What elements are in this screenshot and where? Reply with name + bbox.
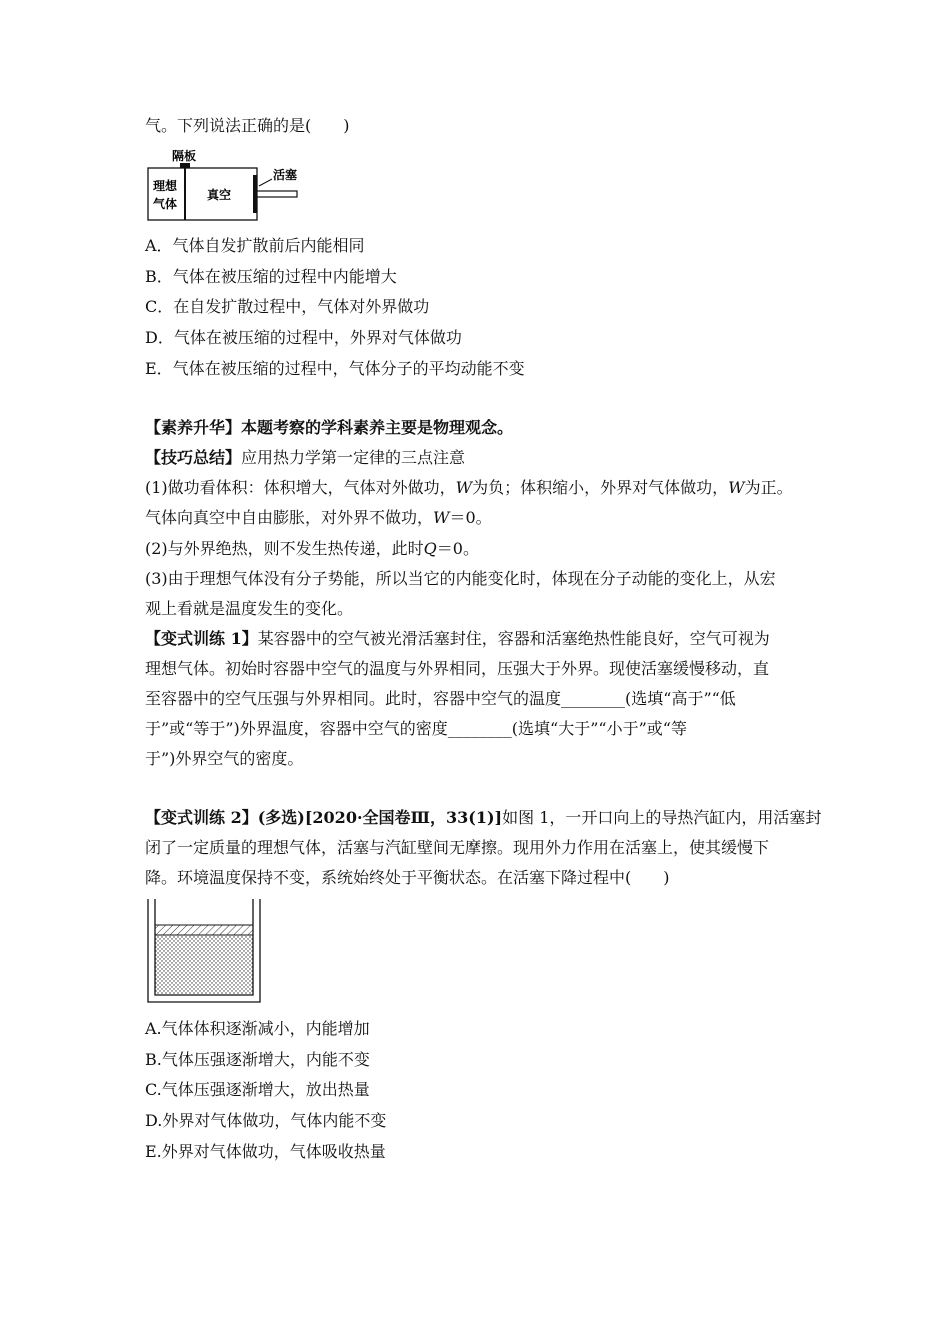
var2-option-a: A.气体体积逐渐减小，内能增加 — [145, 1019, 370, 1038]
piston-plate — [253, 175, 257, 213]
piston-label: 活塞 — [273, 168, 298, 182]
symbol-w: W — [728, 478, 745, 497]
answer-blank[interactable]: ________ — [561, 689, 626, 708]
container-outline — [148, 168, 257, 220]
literacy-tag: 【素养升华】 — [145, 418, 242, 437]
tips-tag: 【技巧总结】 — [145, 448, 242, 467]
var2-option-e: E.外界对气体做功，气体吸收热量 — [145, 1142, 386, 1161]
q1-option-a: A．气体自发扩散前后内能相同 — [145, 236, 365, 255]
partition-knob — [180, 163, 190, 168]
var2-option-d: D.外界对气体做功，气体内能不变 — [145, 1111, 387, 1130]
tips-point-2: (2)与外界绝热，则不发生热传递，此时Q＝0。 — [145, 539, 479, 558]
var2-line-1: 【变式训练 2】(多选)[2020·全国卷Ⅲ，33(1)]如图 1，一开口向上的导热汽缸内，用活塞封 — [145, 808, 822, 827]
tips-heading — [145, 448, 465, 468]
piston-leader — [259, 179, 272, 186]
var1-line-2: 理想气体。初始时容器中空气的温度与外界相同，压强大于外界。现使活塞缓慢移动，直 — [145, 659, 770, 678]
var1-tag: 【变式训练 1】 — [145, 629, 258, 648]
symbol-w: W — [455, 478, 473, 497]
cylinder-diagram — [145, 896, 265, 1008]
tips-point-3: (3)由于理想气体没有分子势能，所以当它的内能变化时，体现在分子动能的变化上，从宏 — [145, 569, 776, 588]
gas-label-1: 理想 — [153, 179, 178, 193]
gas-label-2: 气体 — [153, 197, 178, 211]
piston-rod — [257, 191, 297, 197]
literacy-text: 本题考察的学科素养主要是物理观念。 — [241, 418, 514, 437]
symbol-q: Q — [423, 539, 437, 558]
q1-option-d: D．气体在被压缩的过程中，外界对气体做功 — [145, 328, 462, 347]
var2-tag: 【变式训练 2】(多选)[2020·全国卷Ⅲ，33(1)] — [145, 808, 503, 827]
partition-diagram — [145, 146, 305, 226]
var1-line-5: 于”)外界空气的密度。 — [145, 749, 304, 768]
literacy-line — [145, 418, 513, 438]
piston-hatched — [155, 925, 253, 935]
answer-blank[interactable]: ________ — [447, 719, 512, 738]
var2-option-c: C.气体压强逐渐增大，放出热量 — [145, 1080, 370, 1099]
var2-option-b: B.气体压强逐渐增大，内能不变 — [145, 1050, 370, 1069]
q1-stem: 气。下列说法正确的是( ) — [145, 116, 350, 135]
var1-line-3: 至容器中的空气压强与外界相同。此时，容器中空气的温度________(选填“高于”“低 — [145, 689, 736, 708]
var2-line-2: 闭了一定质量的理想气体，活塞与汽缸壁间无摩擦。现用外力作用在活塞上，使其缓慢下 — [145, 838, 770, 857]
var1-line-4: 于”或“等于”)外界温度，容器中空气的密度________(选填“大于”“小于”或“等 — [145, 719, 687, 738]
gas-region — [155, 935, 253, 995]
tips-title: 应用热力学第一定律的三点注意 — [241, 448, 466, 467]
symbol-w: W — [433, 508, 450, 527]
q1-option-b: B．气体在被压缩的过程中内能增大 — [145, 267, 397, 286]
tips-point-1-cont: 气体向真空中自由膨胀，对外界不做功，W＝0。 — [145, 508, 492, 527]
var1-line-1: 【变式训练 1】某容器中的空气被光滑活塞封住，容器和活塞绝热性能良好，空气可视为 — [145, 629, 770, 648]
tips-point-3-cont: 观上看就是温度发生的变化。 — [145, 599, 354, 618]
var2-line-3: 降。环境温度保持不变，系统始终处于平衡状态。在活塞下降过程中( ) — [145, 868, 670, 887]
q1-option-e: E．气体在被压缩的过程中，气体分子的平均动能不变 — [145, 359, 525, 378]
tips-point-1: (1)做功看体积：体积增大，气体对外做功，W为负；体积缩小，外界对气体做功，W为正。 — [145, 478, 793, 497]
q1-option-c: C．在自发扩散过程中，气体对外界做功 — [145, 297, 430, 316]
partition-label: 隔板 — [172, 149, 197, 163]
vacuum-label: 真空 — [207, 188, 232, 202]
